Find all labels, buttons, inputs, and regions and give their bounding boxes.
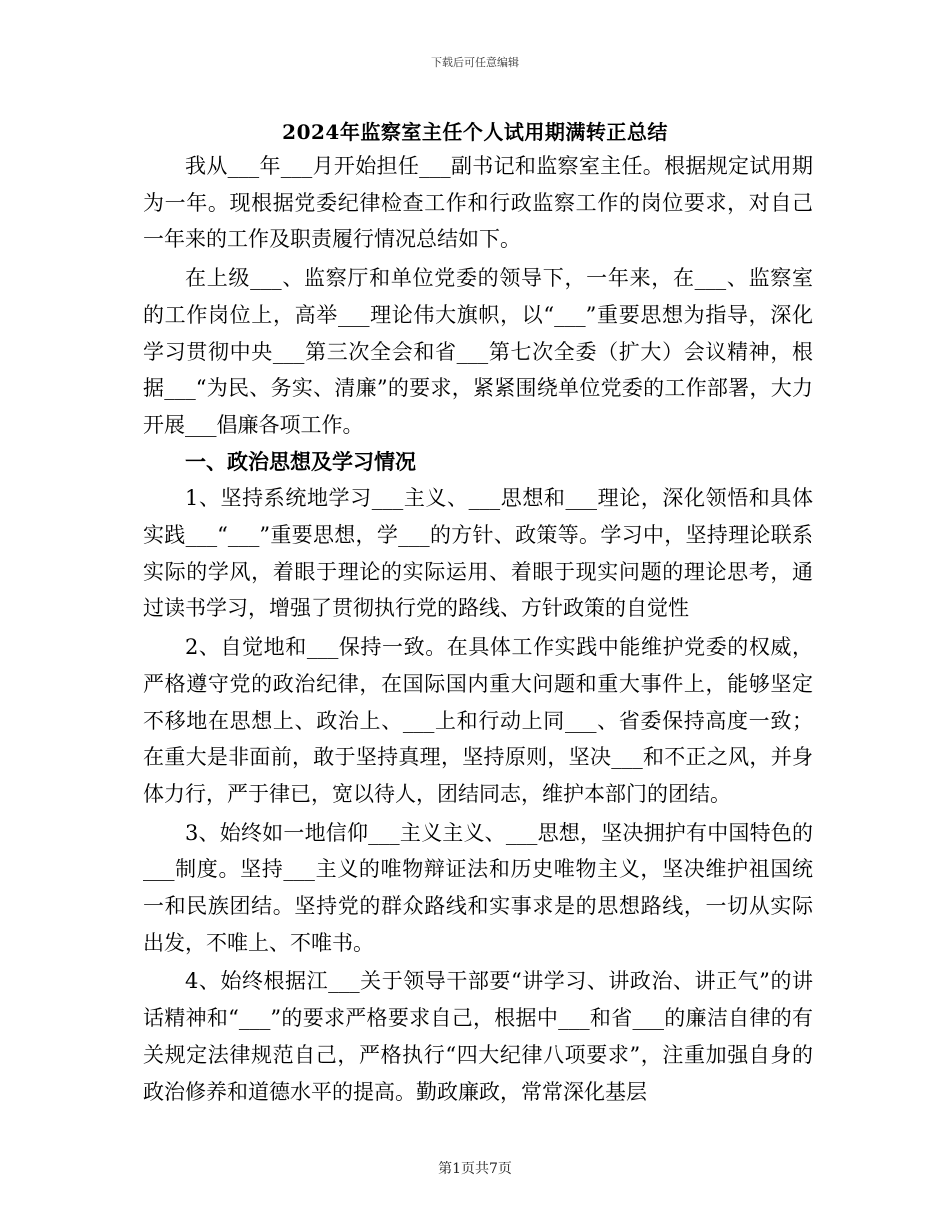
overview-paragraph: 在上级___、监察厅和单位党委的领导下，一年来，在___、监察室的工作岗位上，高举___理论伟大旗帜，以“___”重要思想为指导，深化学习贯彻中央___第三次全会和省___第七次全委（扩大）会议精神，根据___“为民、务实、清廉”的要求，紧紧围绕单位党委的工作部署，大力开展___倡廉各项工作。 <box>143 266 813 437</box>
page-header-note: 下载后可任意编辑 <box>431 56 519 69</box>
section-item-3: 3、始终如一地信仰___主义主义、___思想，坚决拥护有中国特色的___制度。坚持___主义的唯物辩证法和历史唯物主义，坚决维护祖国统一和民族团结。坚持党的群众路线和实事求是的思想路线，一切从实际出发，不唯上、不唯书。 <box>143 820 813 955</box>
document-title: 2024年监察室主任个人试用期满转正总结 <box>282 120 668 144</box>
document-body <box>143 148 813 1110</box>
section-heading-politics-study: 一、政治思想及学习情况 <box>185 448 416 474</box>
section-item-4: 4、始终根据江___关于领导干部要“讲学习、讲政治、讲正气”的讲话精神和“___”的要求严格要求自己，根据中___和省___的廉洁自律的有关规定法律规范自己，严格执行“四大纪律八项要求”，注重加强自身的政治修养和道德水平的提高。勤政廉政，常常深化基层 <box>143 969 813 1104</box>
section-item-1: 1、坚持系统地学习___主义、___思想和___理论，深化领悟和具体实践___“___”重要思想，学___的方针、政策等。学习中，坚持理论联系实际的学风，着眼于理论的实际运用、着眼于现实问题的理论思考，通过读书学习，增强了贯彻执行党的路线、方针政策的自觉性 <box>143 486 813 621</box>
intro-paragraph: 我从___年___月开始担任___副书记和监察室主任。根据规定试用期为一年。现根据党委纪律检查工作和行政监察工作的岗位要求，对自己一年来的工作及职责履行情况总结如下。 <box>143 154 813 252</box>
section-item-2: 2、自觉地和___保持一致。在具体工作实践中能维护党委的权威，严格遵守党的政治纪律，在国际国内重大问题和重大事件上，能够坚定不移地在思想上、政治上、___上和行动上同___、省委保持高度一致；在重大是非面前，敢于坚持真理，坚持原则，坚决___和不正之风，并身体力行，严于律已，宽以待人，团结同志，维护本部门的团结。 <box>143 635 813 806</box>
page-number-footer: 第1页共7页 <box>438 1161 512 1177</box>
